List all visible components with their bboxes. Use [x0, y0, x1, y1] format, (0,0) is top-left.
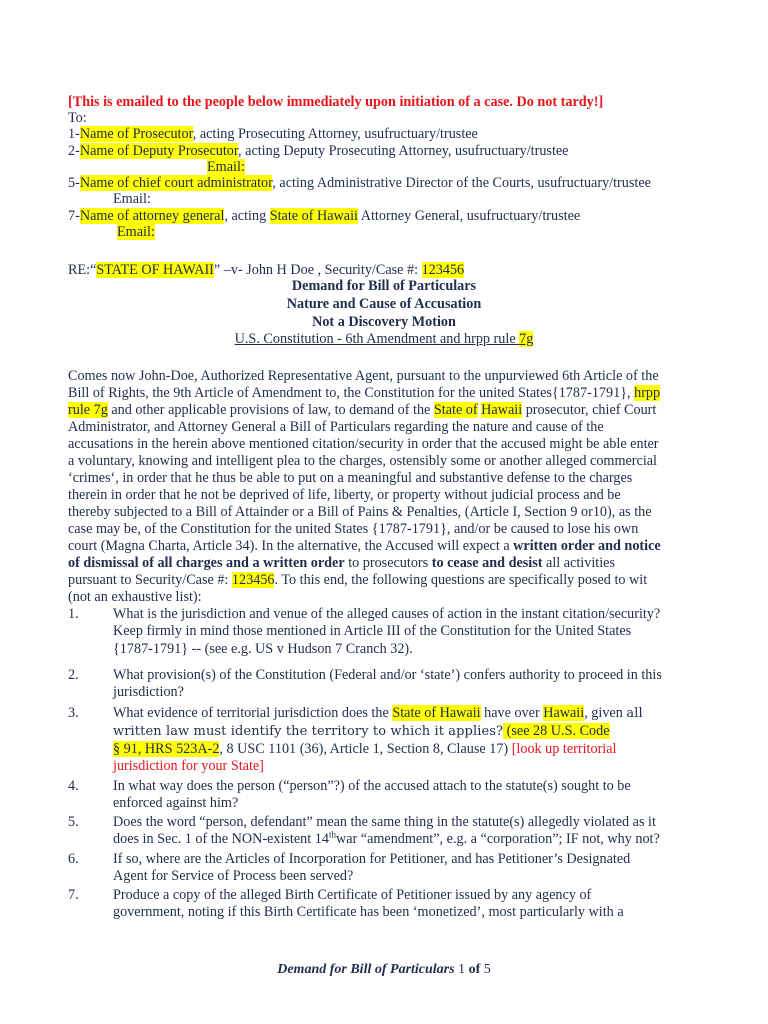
item-number: 2. — [68, 667, 79, 683]
item-line: Does the word “person, defendant” mean the same thing in the statute(s) allegedly violated as it — [113, 814, 656, 830]
item-number: 7. — [68, 887, 79, 903]
body-line: Administrator, and Attorney General a Bill of Particulars regarding the nature and cause of the — [68, 419, 604, 435]
recipient-role: Attorney General, usufructuary/trustee — [357, 208, 581, 224]
item-line — [113, 723, 610, 740]
item-number: 1. — [68, 606, 79, 622]
body-text: court (Magna Charta, Article 34). In the alternative, the Accused will expect a — [68, 538, 514, 554]
body-line: case may be, of the Constitution for the united States {1787-1791}, and/or be caused to lose his own — [68, 521, 639, 537]
item-emphasis: written law must identify the territory to which it applies? — [113, 724, 504, 739]
body-line: thereby subjected to a Bill of Attainder or a Bill of Pains & Penalties, (Article I, Section 9 or10), as the — [68, 504, 652, 520]
item-line: What is the jurisdiction and venue of the alleged causes of action in the instant citation/security? — [113, 606, 661, 622]
item-text: , 8 USC 1101 (36), Article 1, Section 8, Clause 17) — [219, 741, 512, 757]
to-label: To: — [68, 110, 87, 126]
item-emphasis: all — [626, 706, 643, 721]
recipient-name: Name of attorney general — [79, 208, 225, 224]
body-highlight: Hawaii — [481, 402, 523, 418]
item-line: Agent for Service of Process been served? — [113, 868, 354, 884]
body-line: accusations in the herein above mentioned citation/security in order that the accused might be able enter — [68, 436, 659, 452]
subtitle-highlight: 7g — [519, 331, 534, 347]
recipient-name: Name of chief court administrator — [79, 175, 273, 191]
item-highlight: § 91, HRS 523A-2 — [113, 741, 220, 757]
state-name: State of Hawaii — [392, 705, 481, 721]
item-text: What evidence of territorial jurisdiction does the — [113, 705, 393, 721]
recipient-email — [113, 191, 151, 208]
item-line: jurisdiction? — [113, 684, 184, 700]
body-bold: of dismissal of all charges and a written order — [68, 555, 345, 571]
item-line: In what way does the person (“person”?) of the accused attach to the statute(s) sought to be — [113, 778, 631, 794]
email-label: Email: — [117, 224, 155, 240]
recipient-role: , acting Prosecuting Attorney, usufructuary/trustee — [192, 126, 478, 142]
recipient-prefix: 7- — [68, 208, 80, 224]
body-text: and other applicable provisions of law, to demand of the — [107, 402, 434, 418]
item-line — [113, 831, 660, 848]
page-footer — [0, 962, 768, 978]
re-middle: ” –v- John H Doe , Security/Case #: — [213, 262, 422, 278]
re-line — [68, 262, 464, 279]
email-label: Email: — [113, 191, 151, 207]
item-line: Keep firmly in mind those mentioned in Article III of the Constitution for the United States — [113, 623, 632, 639]
body-line — [68, 572, 647, 589]
recipient-email — [117, 224, 155, 241]
item-text: war “amendment”, e.g. a “corporation”; IF not, why not? — [335, 831, 660, 847]
recipient-1 — [68, 126, 478, 143]
item-number: 5. — [68, 814, 79, 830]
body-line — [68, 385, 660, 402]
footer-title: Demand for Bill of Particulars — [277, 962, 455, 977]
recipient-role: , acting Deputy Prosecuting Attorney, usufructuary/trustee — [238, 143, 569, 159]
body-highlight: rule 7g — [68, 402, 108, 418]
body-line — [68, 538, 661, 555]
recipient-name: Name of Deputy Prosecutor — [79, 143, 239, 159]
re-state: STATE OF HAWAII — [96, 262, 214, 278]
recipient-2 — [68, 143, 568, 160]
case-number: 123456 — [231, 572, 275, 588]
item-line: What provision(s) of the Constitution (Federal and/or ‘state’) confers authority to proceed in this — [113, 667, 662, 683]
item-line: If so, where are the Articles of Incorporation for Petitioner, and has Petitioner’s Designated — [113, 851, 631, 867]
body-line: therein in order that he not be deprived of life, liberty, or property without judicial process and be — [68, 487, 621, 503]
item-text: does in Sec. 1 of the NON-existent 14 — [113, 831, 329, 847]
body-text: prosecutor, chief Court — [522, 402, 657, 418]
recipient-mid: , acting — [224, 208, 270, 224]
body-line: Comes now John-Doe, Authorized Representative Agent, pursuant to the unpurviewed 6th Article of the — [68, 368, 659, 384]
item-highlight: ( — [503, 723, 512, 739]
recipient-prefix: 2- — [68, 143, 80, 159]
subtitle-text: U.S. Constitution - 6th Amendment and hrpp rule — [234, 331, 520, 347]
body-bold: written order and notice — [513, 538, 661, 554]
re-prefix: RE:“ — [68, 262, 97, 278]
state-name: State of Hawaii — [269, 208, 358, 224]
item-line: {1787-1791} -- (see e.g. US v Hudson 7 Cranch 32). — [113, 641, 413, 657]
recipient-role: , acting Administrative Director of the Courts, usufructuary/trustee — [272, 175, 651, 191]
body-line — [68, 402, 656, 419]
body-text: . To this end, the following questions are specifically posed to wit — [274, 572, 648, 588]
page-number: 1 — [458, 962, 466, 977]
item-text: have over — [480, 705, 544, 721]
body-text: pursuant to Security/Case #: — [68, 572, 232, 588]
page-of: of — [468, 962, 481, 977]
body-line — [68, 555, 615, 572]
body-text: all activities — [542, 555, 615, 571]
body-line: a voluntary, knowing and intelligent plea to the charges, ostensibly some or another alleged commercial — [68, 453, 658, 469]
case-number: 123456 — [421, 262, 465, 278]
body-text: Bill of Rights, the 9th Article of Amendment to, the Constitution for the united States{1787-1791}, — [68, 385, 635, 401]
body-line: ‘crimes‘, in order that he thus be able to put on a meaningful and substantive defense to the charges — [68, 470, 633, 486]
superscript: th — [328, 829, 336, 840]
notice-line: [This is emailed to the people below immediately upon initiation of a case. Do not tardy!] — [68, 94, 604, 110]
body-text: to prosecutors — [344, 555, 432, 571]
recipient-name: Name of Prosecutor — [79, 126, 193, 142]
recipient-5 — [68, 175, 651, 192]
item-line — [113, 705, 643, 722]
recipient-prefix: 5- — [68, 175, 80, 191]
doc-subtitle-3 — [0, 331, 768, 348]
doc-subtitle-2: Not a Discovery Motion — [312, 314, 456, 330]
item-line: Produce a copy of the alleged Birth Certificate of Petitioner issued by any agency of — [113, 887, 592, 903]
state-name: Hawaii — [543, 705, 585, 721]
item-highlight: see 28 U.S. Code — [511, 723, 610, 739]
item-red-note: [look up territorial — [511, 741, 617, 757]
item-line — [113, 741, 617, 758]
body-line: (not an exhaustive list): — [68, 589, 202, 605]
item-line: enforced against him? — [113, 795, 239, 811]
doc-title: Demand for Bill of Particulars — [291, 278, 477, 294]
doc-subtitle-1: Nature and Cause of Accusation — [286, 296, 482, 312]
body-highlight: hrpp — [634, 385, 661, 401]
recipient-prefix: 1- — [68, 126, 80, 142]
item-number: 6. — [68, 851, 79, 867]
recipient-7 — [68, 208, 580, 225]
body-highlight: State of — [433, 402, 478, 418]
email-label: Email: — [207, 159, 245, 175]
item-text: , given — [584, 705, 627, 721]
item-line: government, noting if this Birth Certificate has been ‘monetized’, most particularly with a — [113, 904, 624, 920]
item-red-note: jurisdiction for your State] — [113, 758, 264, 774]
item-number: 4. — [68, 778, 79, 794]
recipient-email — [207, 159, 245, 176]
page-total: 5 — [483, 962, 491, 977]
item-number: 3. — [68, 705, 79, 721]
body-bold: to cease and desist — [431, 555, 543, 571]
